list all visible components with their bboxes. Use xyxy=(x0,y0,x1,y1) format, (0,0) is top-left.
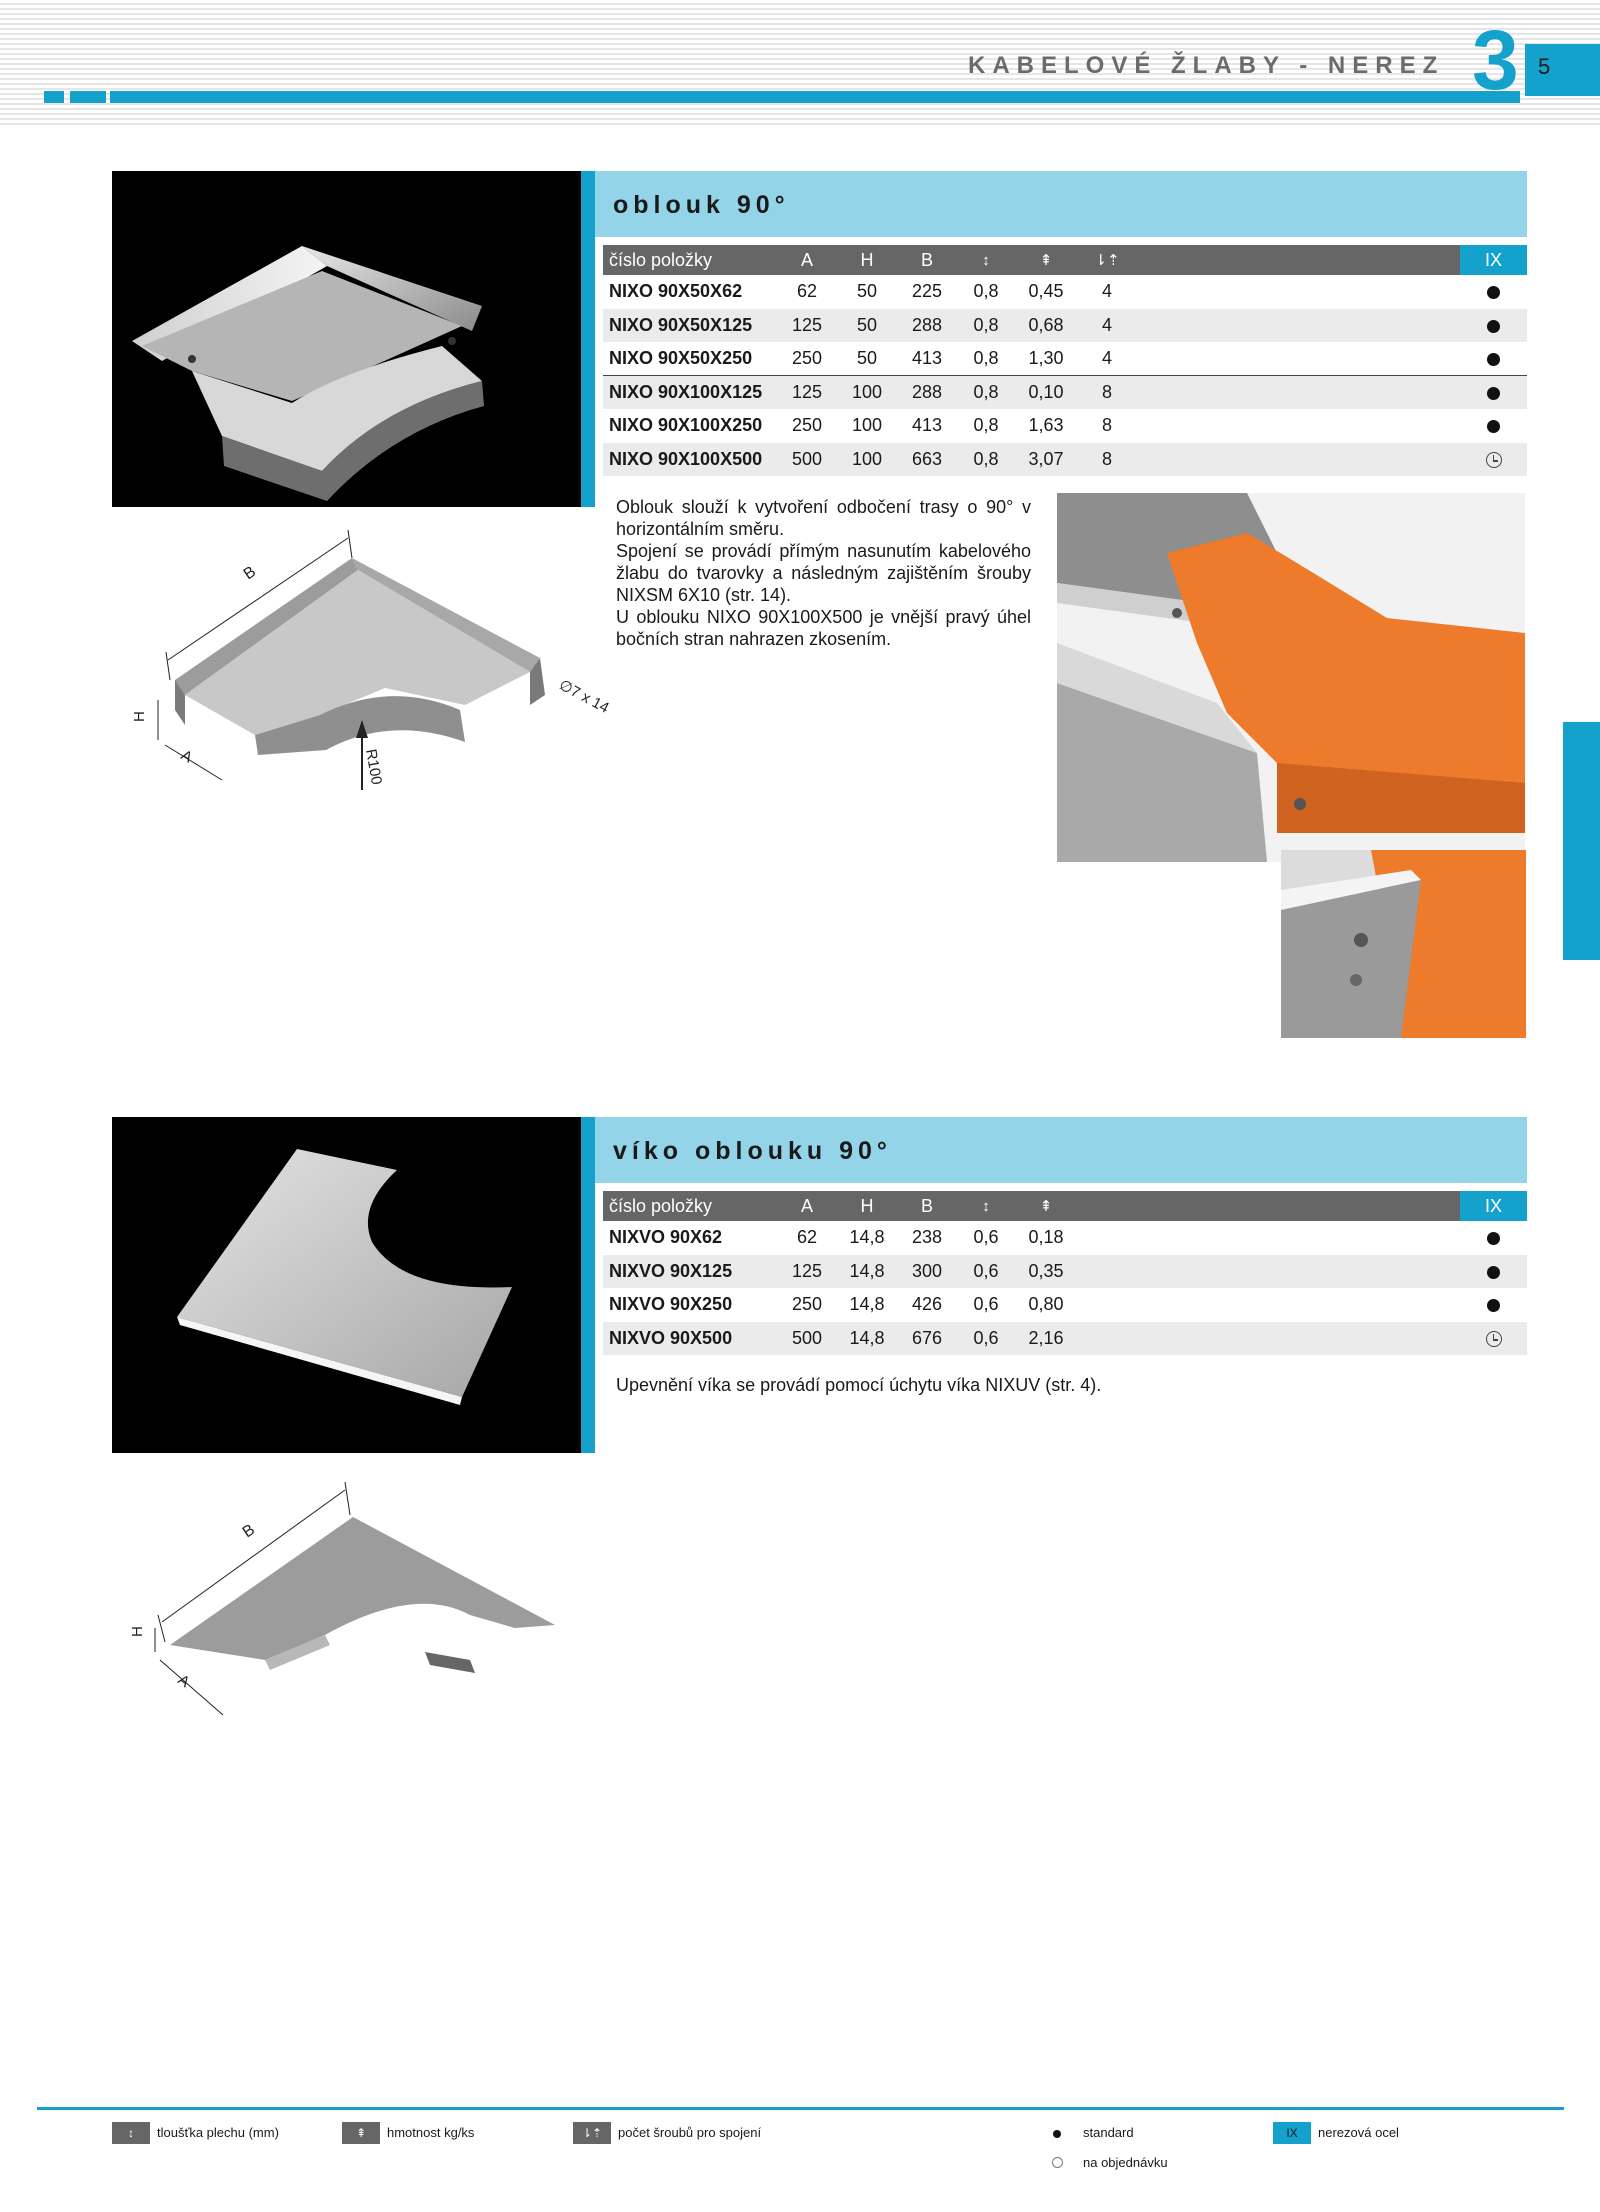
cell-thickness: 0,8 xyxy=(957,342,1015,376)
col-header-spacer xyxy=(1137,245,1460,275)
cell-h: 14,8 xyxy=(837,1255,897,1289)
cell-weight: 0,68 xyxy=(1015,309,1077,343)
cell-ix xyxy=(1460,1322,1527,1356)
header-bar xyxy=(110,91,1520,103)
cell-a: 125 xyxy=(777,309,837,343)
col-header-h: H xyxy=(837,245,897,275)
cell-h: 100 xyxy=(837,376,897,410)
installation-photo xyxy=(1057,493,1525,862)
item-code: NIXO 90X100X500 xyxy=(603,443,777,477)
standard-dot-icon xyxy=(1487,320,1500,333)
dim-label-hole: ∅7 x 14 xyxy=(556,676,612,717)
table-row xyxy=(603,275,1527,309)
cell-a: 500 xyxy=(777,1322,837,1356)
cell-a: 250 xyxy=(777,342,837,376)
cell-h: 14,8 xyxy=(837,1288,897,1322)
standard-dot-icon xyxy=(1053,2130,1061,2138)
legend-stainless: nerezová ocel xyxy=(1318,2125,1399,2140)
cell-thickness: 0,6 xyxy=(957,1288,1015,1322)
legend-on-order: na objednávku xyxy=(1083,2155,1168,2170)
table-row xyxy=(603,1221,1527,1255)
weight-icon: ⇞ xyxy=(1015,245,1077,275)
cell-weight: 0,18 xyxy=(1015,1221,1077,1255)
cell-b: 300 xyxy=(897,1255,957,1289)
on-order-clock-icon xyxy=(1052,2157,1063,2168)
cell-a: 62 xyxy=(777,1221,837,1255)
cell-a: 500 xyxy=(777,443,837,477)
item-code: NIXO 90X50X250 xyxy=(603,342,777,376)
standard-dot-icon xyxy=(1487,1266,1500,1279)
cell-b: 426 xyxy=(897,1288,957,1322)
dim-label-radius: R100 xyxy=(362,747,386,787)
col-header-h: H xyxy=(837,1191,897,1221)
photo-accent-strip xyxy=(581,171,595,507)
cell-screws: 8 xyxy=(1077,376,1137,410)
dim-label-h: H xyxy=(131,711,148,722)
section-title: víko oblouku 90° xyxy=(613,1137,892,1165)
description-paragraph: U oblouku NIXO 90X100X500 je vnější pravý úhel bočních stran nahrazen zkosením. xyxy=(616,607,1031,649)
cell-ix xyxy=(1460,443,1527,477)
col-header-b: B xyxy=(897,1191,957,1221)
table-row xyxy=(603,443,1527,477)
cell-thickness: 0,8 xyxy=(957,376,1015,410)
standard-dot-icon xyxy=(1487,387,1500,400)
spec-table-cover xyxy=(603,1191,1527,1355)
legend-screws: počet šroubů pro spojení xyxy=(618,2125,762,2140)
cell-ix xyxy=(1460,342,1527,376)
col-header-b: B xyxy=(897,245,957,275)
cell-b: 413 xyxy=(897,342,957,376)
table-header-row xyxy=(603,1191,1527,1221)
col-header-item: číslo položky xyxy=(603,245,777,275)
cell-h: 14,8 xyxy=(837,1322,897,1356)
item-code: NIXO 90X50X125 xyxy=(603,309,777,343)
dim-label-a: A xyxy=(178,746,196,767)
weight-legend-icon: ⇞ xyxy=(342,2122,380,2144)
cell-spacer xyxy=(1137,443,1460,477)
section-title: oblouk 90° xyxy=(613,191,790,219)
photo-accent-strip xyxy=(581,1117,595,1453)
legend-thickness: tloušťka plechu (mm) xyxy=(157,2125,279,2140)
cell-thickness: 0,8 xyxy=(957,275,1015,309)
cell-b: 413 xyxy=(897,409,957,443)
screws-legend-icon: ⇂⇡ xyxy=(573,2122,611,2144)
table-row xyxy=(603,409,1527,443)
cell-screws: 8 xyxy=(1077,409,1137,443)
page-number-box xyxy=(1525,44,1600,96)
chapter-number: 3 xyxy=(1472,13,1519,107)
item-code: NIXO 90X50X62 xyxy=(603,275,777,309)
cell-spacer xyxy=(1137,275,1460,309)
cell-weight: 1,63 xyxy=(1015,409,1077,443)
cell-b: 288 xyxy=(897,376,957,410)
product-photo-bend xyxy=(112,171,582,507)
cell-weight: 1,30 xyxy=(1015,342,1077,376)
ix-legend-box: IX xyxy=(1273,2122,1311,2144)
legend-weight: hmotnost kg/ks xyxy=(387,2125,475,2140)
cell-a: 250 xyxy=(777,409,837,443)
cell-h: 50 xyxy=(837,342,897,376)
cell-thickness: 0,6 xyxy=(957,1322,1015,1356)
section-description xyxy=(616,496,1031,650)
cell-spacer xyxy=(1137,409,1460,443)
spec-table-bend xyxy=(603,245,1527,476)
item-code: NIXVO 90X500 xyxy=(603,1322,777,1356)
cell-b: 238 xyxy=(897,1221,957,1255)
item-code: NIXVO 90X62 xyxy=(603,1221,777,1255)
installation-detail-photo xyxy=(1281,850,1526,1038)
cell-h: 50 xyxy=(837,309,897,343)
cell-b: 288 xyxy=(897,309,957,343)
cell-ix xyxy=(1460,1255,1527,1289)
description-paragraph: Upevnění víka se provádí pomocí úchytu víka NIXUV (str. 4). xyxy=(616,1375,1102,1395)
cell-screws: 4 xyxy=(1077,275,1137,309)
cell-weight: 2,16 xyxy=(1015,1322,1077,1356)
cell-b: 225 xyxy=(897,275,957,309)
item-code: NIXO 90X100X250 xyxy=(603,409,777,443)
side-chapter-tab xyxy=(1563,722,1600,960)
item-code: NIXVO 90X250 xyxy=(603,1288,777,1322)
table-row xyxy=(603,1255,1527,1289)
cell-weight: 0,35 xyxy=(1015,1255,1077,1289)
on-order-clock-icon xyxy=(1486,452,1502,468)
screws-icon: ⇂⇡ xyxy=(1077,245,1137,275)
cell-spacer xyxy=(1137,376,1460,410)
technical-drawing-bend xyxy=(130,510,630,800)
description-paragraph: Spojení se provádí přímým nasunutím kabelového žlabu do tvarovky a následným zajištěním šrouby NIXSM 6X10 (str. 14). xyxy=(616,541,1031,605)
section-description xyxy=(616,1374,1316,1396)
dim-label-a: A xyxy=(174,1671,193,1692)
cell-spacer xyxy=(1077,1255,1460,1289)
table-row xyxy=(603,309,1527,343)
col-header-ix: IX xyxy=(1460,245,1527,275)
legend-standard: standard xyxy=(1083,2125,1134,2140)
cell-h: 50 xyxy=(837,275,897,309)
cell-a: 250 xyxy=(777,1288,837,1322)
section-title-bar xyxy=(595,1117,1527,1183)
on-order-clock-icon xyxy=(1486,1331,1502,1347)
table-header-row xyxy=(603,245,1527,275)
cell-spacer xyxy=(1077,1322,1460,1356)
cell-thickness: 0,8 xyxy=(957,409,1015,443)
col-header-a: A xyxy=(777,245,837,275)
table-row xyxy=(603,376,1527,410)
product-photo-cover xyxy=(112,1117,582,1453)
cell-spacer xyxy=(1137,309,1460,343)
cell-thickness: 0,8 xyxy=(957,443,1015,477)
cell-weight: 0,10 xyxy=(1015,376,1077,410)
cell-weight: 0,45 xyxy=(1015,275,1077,309)
dim-label-b: B xyxy=(240,563,260,584)
thickness-legend-icon: ↕ xyxy=(112,2122,150,2144)
thickness-icon: ↕ xyxy=(957,245,1015,275)
table-row xyxy=(603,1288,1527,1322)
header-square-3 xyxy=(82,91,106,103)
item-code: NIXVO 90X125 xyxy=(603,1255,777,1289)
col-header-ix: IX xyxy=(1460,1191,1527,1221)
cell-a: 62 xyxy=(777,275,837,309)
cell-screws: 4 xyxy=(1077,309,1137,343)
cell-spacer xyxy=(1077,1221,1460,1255)
cell-b: 663 xyxy=(897,443,957,477)
table-row xyxy=(603,342,1527,376)
standard-dot-icon xyxy=(1487,420,1500,433)
cell-ix xyxy=(1460,1221,1527,1255)
cell-ix xyxy=(1460,309,1527,343)
dim-label-h: H xyxy=(129,1626,146,1637)
page-title: KABELOVÉ ŽLABY - NEREZ xyxy=(968,52,1445,79)
cell-screws: 4 xyxy=(1077,342,1137,376)
cell-h: 14,8 xyxy=(837,1221,897,1255)
page-number: 5 xyxy=(1538,54,1551,79)
cell-weight: 3,07 xyxy=(1015,443,1077,477)
standard-dot-icon xyxy=(1487,353,1500,366)
table-row xyxy=(603,1322,1527,1356)
section-title-bar xyxy=(595,171,1527,237)
cell-b: 676 xyxy=(897,1322,957,1356)
technical-drawing-cover xyxy=(125,1460,565,1730)
thickness-icon: ↕ xyxy=(957,1191,1015,1221)
cell-screws: 8 xyxy=(1077,443,1137,477)
col-header-item: číslo položky xyxy=(603,1191,777,1221)
cell-ix xyxy=(1460,1288,1527,1322)
cell-ix xyxy=(1460,376,1527,410)
col-header-a: A xyxy=(777,1191,837,1221)
dim-label-b: B xyxy=(239,1521,259,1542)
cell-h: 100 xyxy=(837,409,897,443)
cell-weight: 0,80 xyxy=(1015,1288,1077,1322)
standard-dot-icon xyxy=(1487,1232,1500,1245)
weight-icon: ⇞ xyxy=(1015,1191,1077,1221)
cell-ix xyxy=(1460,409,1527,443)
cell-ix xyxy=(1460,275,1527,309)
cell-spacer xyxy=(1077,1288,1460,1322)
cell-thickness: 0,6 xyxy=(957,1255,1015,1289)
cell-a: 125 xyxy=(777,376,837,410)
cell-h: 100 xyxy=(837,443,897,477)
standard-dot-icon xyxy=(1487,286,1500,299)
cell-spacer xyxy=(1137,342,1460,376)
col-header-spacer xyxy=(1077,1191,1460,1221)
cell-thickness: 0,6 xyxy=(957,1221,1015,1255)
item-code: NIXO 90X100X125 xyxy=(603,376,777,410)
standard-dot-icon xyxy=(1487,1299,1500,1312)
footer-line xyxy=(37,2107,1564,2110)
cell-a: 125 xyxy=(777,1255,837,1289)
header-square-1 xyxy=(44,91,64,103)
description-paragraph: Oblouk slouží k vytvoření odbočení trasy o 90° v horizontálním směru. xyxy=(616,497,1031,539)
cell-thickness: 0,8 xyxy=(957,309,1015,343)
